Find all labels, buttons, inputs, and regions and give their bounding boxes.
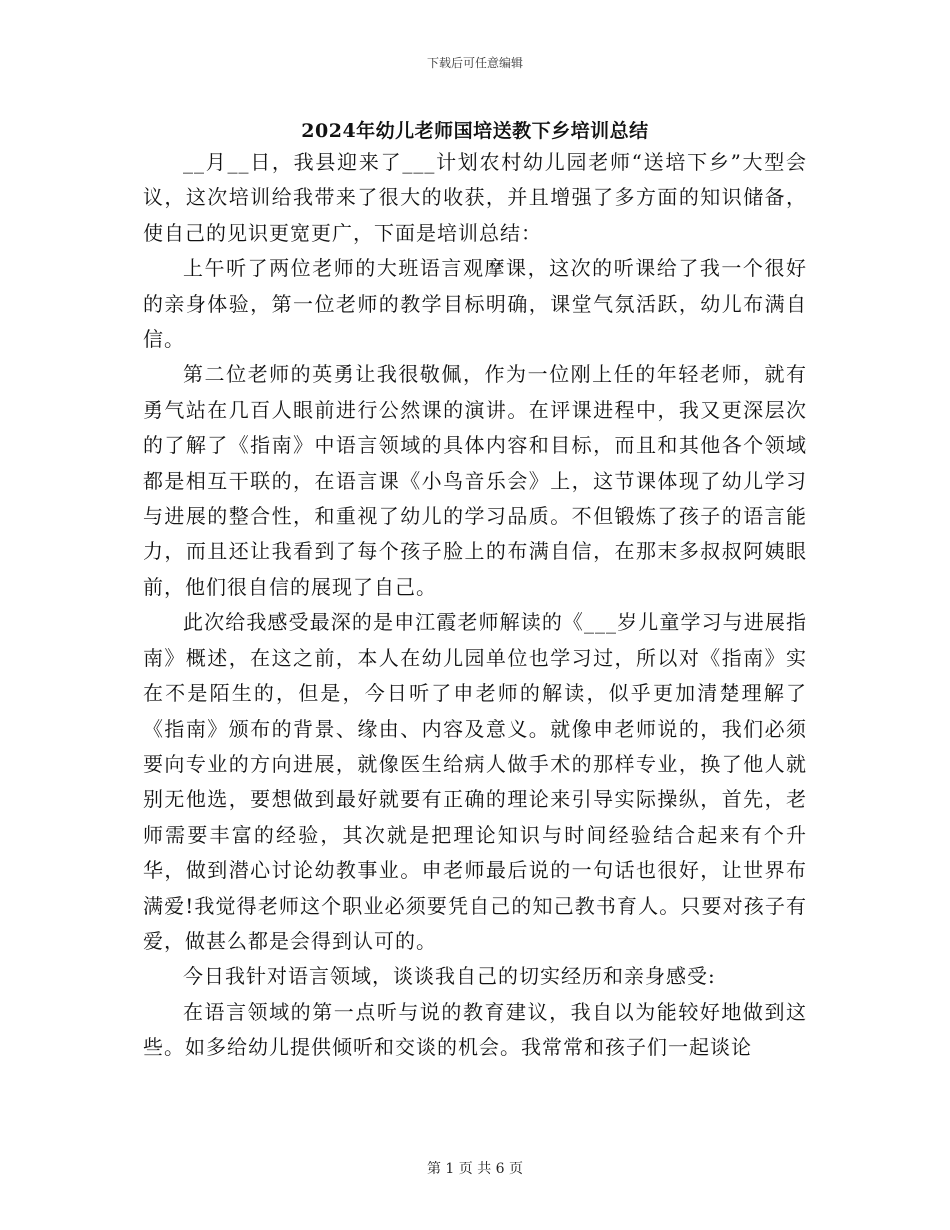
paragraph-5: 今日我针对语言领域，谈谈我自己的切实经历和亲身感受: xyxy=(183,964,716,989)
paragraph-2: 上午听了两位老师的大班语言观摩课，这次的听课给了我一个很好的亲身体验，第一位老师的教学目标明确，课堂气氛活跃，幼儿布满自信。 xyxy=(143,256,807,352)
header-note: 下载后可任意编辑 xyxy=(426,56,523,70)
paragraph-6: 在语言领域的第一点听与说的教育建议，我自以为能较好地做到这些。如多给幼儿提供倾听和交谈的机会。我常常和孩子们一起谈论 xyxy=(143,999,807,1060)
paragraph-4: 此次给我感受最深的是申江霞老师解读的《___岁儿童学习与进展指南》概述，在这之前，本人在幼儿园单位也学习过，所以对《指南》实在不是陌生的，但是，今日听了申老师的解读，似乎更加清楚理解了《指南》颁布的背景、缘由、内容及意义。就像申老师说的，我们必须要向专业的方向进展，就像医生给病人做手术的那样专业，换了他人就别无他选，要想做到最好就要有正确的理论来引导实际操纵，首先，老师需要丰富的经验，其次就是把理论知识与时间经验结合起来有个升华，做到潜心讨论幼教事业。申老师最后说的一句话也很好，让世界布满爱!我觉得老师这个职业必须要凭自己的知己教书育人。只要对孩子有爱，做甚么都是会得到认可的。 xyxy=(143,610,807,953)
document-body xyxy=(143,145,807,1066)
paragraph-1: __月__日，我县迎来了___计划农村幼儿园老师“送培下乡”大型会议，这次培训给我带来了很大的收获，并且增强了多方面的知识储备，使自己的见识更宽更广，下面是培训总结： xyxy=(143,150,807,245)
page-number: 第 1 页 共 6 页 xyxy=(426,1161,524,1177)
paragraph-3: 第二位老师的英勇让我很敬佩，作为一位刚上任的年轻老师，就有勇气站在几百人眼前进行公然课的演讲。在评课进程中，我又更深层次的了解了《指南》中语言领域的具体内容和目标，而且和其他各个领域都是相互干联的，在语言课《小鸟音乐会》上，这节课体现了幼儿学习与进展的整合性，和重视了幼儿的学习品质。不但锻炼了孩子的语言能力，而且还让我看到了每个孩子脸上的布满自信，在那末多叔叔阿姨眼前，他们很自信的展现了自己。 xyxy=(143,362,807,599)
document-title: 2024年幼儿老师国培送教下乡培训总结 xyxy=(301,120,649,142)
